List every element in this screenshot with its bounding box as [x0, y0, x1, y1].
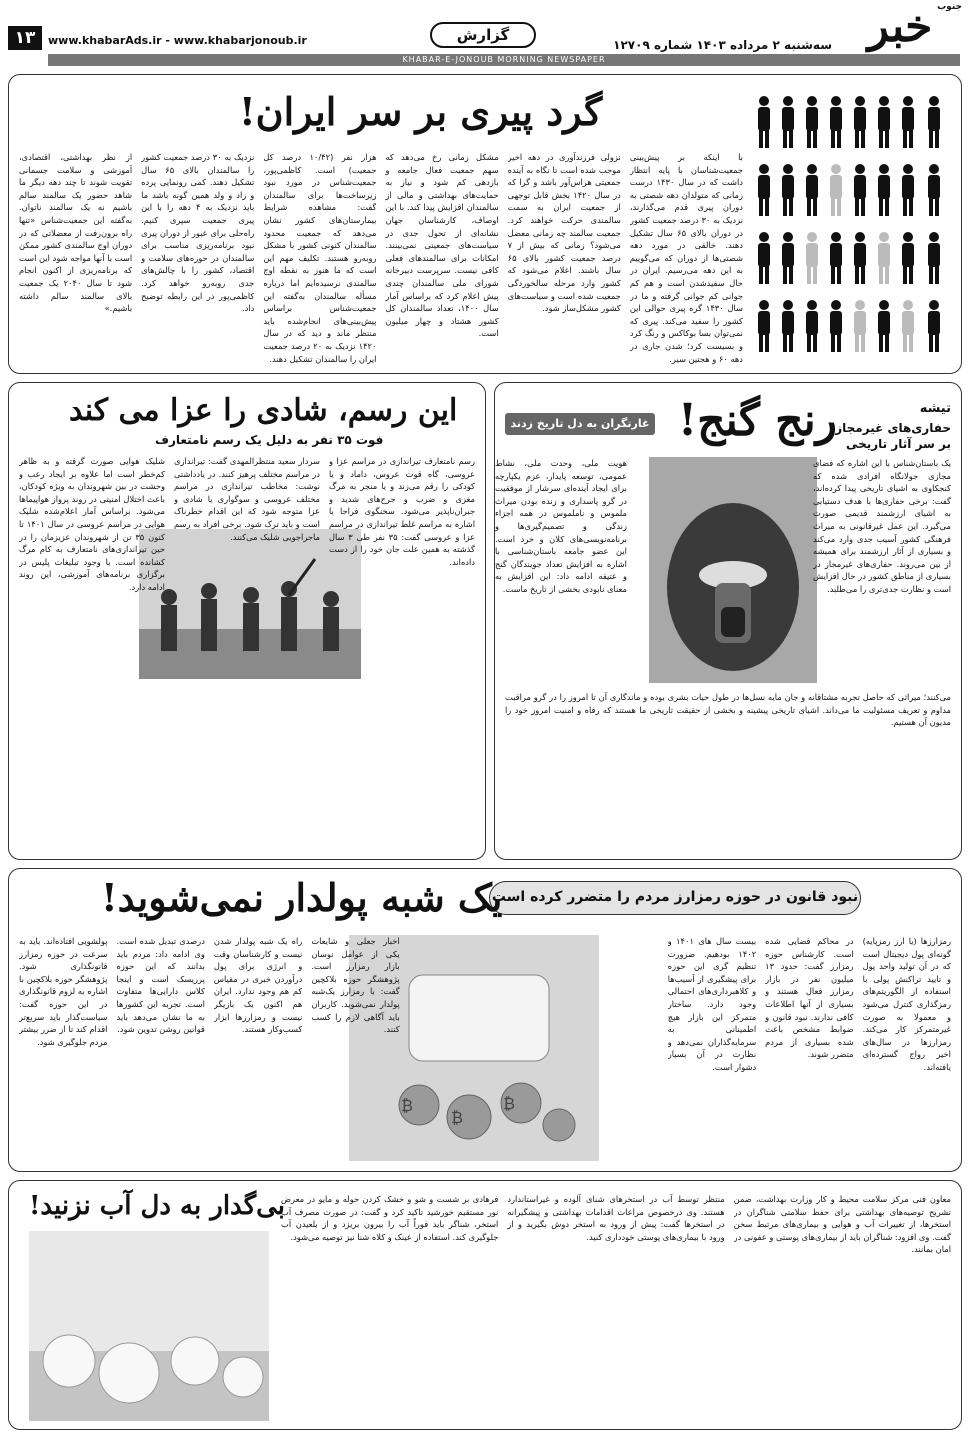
article-gunfire-box [8, 382, 486, 860]
article-treasure-kicker: تیشه [919, 401, 951, 416]
article-pool-col: فرهادی بر شست و شو و خشک کردن حوله و مایو در معرض نور مستقیم خورشید تاکید کرد و گفت: در صورت مصرف آب استخر، شناگر باید فوراً آب را بیرون بریزد و از بلعیدن آب جلوگیری کند. استفاده از عینک و کلاه شنا نیز توصیه می‌شود. [281, 1194, 499, 1242]
article-pool-title: بی‌گدار به دل آب نزنید! [29, 1191, 285, 1221]
article-crypto-col: درصدی تبدیل شده است. وی ادامه داد: مردم باید بدانند که این حوزه پرریسک است و اینجا کلاس دارایی‌ها متفاوت است. تجربه این کشورها به ما نشان می‌دهد باید قوانین روشن تدوین شود. [116, 936, 205, 1035]
article-treasure-box [494, 382, 962, 860]
article-aging-col: نزدیک به ۳۰ درصد جمعیت کشور را سالمندان بالای ۶۵ سال تشکیل دهند. کمی رونمایی پرده و زاد و ولد همین گونه باشد ما باید نزدیک به ۴ دهه را با این پیری جمعیت سپری کنیم. راه‌حلی برای عبور از دوران پیری نبود برنامه‌ریزی مناسب برای سالمندان در حوزه‌های سلامت و اقتصاد، کشور را با چالش‌های جدی روبه‌رو خواهد کرد. کاظمی‌پور در این رابطه توضیح داد. [141, 152, 255, 314]
article-gunfire-body [19, 455, 475, 851]
article-aging-body [19, 151, 743, 365]
article-treasure-col: هویت ملی، وحدت ملی، نشاط عمومی، توسعه پایدار، عزم یکپارچه برای ایجاد آینده‌ای سرشار از موفقیت در گرو پاسداری و زنده بودن میراث ملموس و ناملموس در همه اجزاء زندگی و تصمیم‌گیری‌ها و برنامه‌نویسی‌های کلان و خرد است. این عضو جامعه باستان‌شناسی با اشاره به افزایش تعداد جویندگان گنج و عتیقه ادامه داد: این افزایش به معنای نابودی بخشی از تاریخ ماست. [495, 458, 627, 594]
article-pool-body [281, 1193, 951, 1421]
article-aging-col: از نظر بهداشتی، اقتصادی، آموزشی و سلامت جسمانی تقویت شوند تا چند دهه دیگر ما شاهد حضور یک سالمند سالم باشیم نه یک سالمند ناتوان. به‌گفته این جمعیت‌شناس «تنها راه برون‌رفت از معضلاتی که در دوران اوج سالمندی کشور ممکن است با آنها مواجه شود این است که برنامه‌ریزی از اکنون انجام شود تا سال ۲۰۴۰ یک جمعیت بالای سالمند سالم داشته باشیم.» [18, 152, 133, 314]
article-treasure-col: یک باستان‌شناس با این اشاره که فضای مجازی جولانگاه افرادی شده که کنجکاوی به اشیای تاریخی پیدا کرده‌اند، گفت: برخی حفاری‌ها با هدف دستیابی به اشیای ارزشمند قدیمی صورت می‌گیرد. این عمل غیرقانونی به میراث فرهنگی کشور آسیب جدی وارد می‌کند و بسیاری از آثار ارزشمند برای همیشه از بین می‌روند. حفاری‌های غیرمجاز در بسیاری از مناطق کشور در حال افزایش است و نظارت جدی‌تری را می‌طلبد. [813, 458, 951, 594]
article-crypto-col: بیست سال های ۱۴۰۱ و ۱۴۰۲ بودهیم. ضرورت تنظیم گری این حوزه برای پیشگیری از آسیب‌ها و کلاهبرداری‌های احتمالی وجود دارد. ساختار متمرکز این بازار هیچ اطمینانی به سرمایه‌گذاران نمی‌دهد و نظارت در آن بسیار دشوار است. [667, 936, 757, 1072]
article-treasure-title: رنج گنج! [677, 395, 837, 446]
article-treasure-bottom [505, 691, 951, 851]
websites: www.khabarAds.ir - www.khabarjonoub.ir [48, 34, 307, 47]
article-aging-col: مشکل زمانی رخ می‌دهد که سهم جمعیت فعال جامعه و بازدهی کم شود و نیاز به حمایت‌های بهداشتی و مالی از سالمندان افزایش پیدا کند. با این اوصاف، کارشناسان جهان نشانه‌ای از تحول جدی در سیاست‌های جمعیتی نمی‌بینند. امکانات برای سالمندهای فعلی کافی نیست. سرپرست دبیرخانه شورای ملی سالمندان چندی پیش اعلام کرد که براساس آمار سال ۱۴۰۰، تعداد سالمندان کل کشور هشتاد و چهار میلیون است. [385, 152, 499, 339]
svg-text:₿: ₿ [401, 1096, 413, 1115]
article-crypto-col: در محاکم قضایی شده است. کارشناس حوزه رمزارز گفت: حدود ۱۳ میلیون نفر در بازار رمزارز فعال هستند و بسیاری از آنها اطلاعات کافی ندارند. نبود قانون و ضوابط مشخص باعث شده بسیاری از مردم متضرر شوند. [765, 936, 854, 1060]
article-gunfire-col: سردار سعید منتظرالمهدی گفت: تیراندازی در مراسم مختلف پرهیز کنند. در یادداشتی نوشت: مخاطب تیراندازی در مراسم مختلف عروسی و سوگواری یا شادی و عزا متوجه شود که این اقدام خطرناک است و باید ترک شود. برخی افراد به رسم ماجراجویی شلیک می‌کنند. [174, 456, 320, 542]
article-aging-col: نزولی فرزندآوری در دهه اخیر موجب شده است تا نگاه به آینده جمعیتی هراس‌آور باشد و گرا که در سال ۱۴۲۰ بخش قابل توجهی از جمعیت ایران به سمت سالمندی حرکت خواهند کرد. جمعیت سالمند چه زمانی معضل می‌شود؟ زمانی که بیش از ۷ درصد جمعیت کشور بالای ۶۵ سال باشند. اعلام می‌شود که کشور وارد مرحله سالخوردگی جمعیت شده است و سیاست‌های کشور مشکل‌ساز شود. [507, 152, 621, 314]
svg-text:₿: ₿ [503, 1094, 515, 1113]
silhouette-icon [753, 89, 953, 365]
article-pool-col: معاون فنی مرکز سلامت محیط و کار وزارت بهداشت، ضمن تشریح توصیه‌های بهداشتی برای حفظ سلامتی شناگران در استخرها، از تغییرات آب و هوایی و بیماری‌های مرتبط سخن گفت. وی افزود: شناگران باید از بیماری‌های پوستی و عفونی در امان بمانند. [733, 1194, 951, 1255]
article-aging-box [8, 74, 962, 374]
page-number: ۱۳ [8, 26, 42, 50]
article-treasure-tag: غارتگران به دل تاریخ زدند [505, 413, 655, 435]
pool-photo [29, 1231, 269, 1421]
article-pool-col: منتظر توسط آب در استخرهای شنای آلوده و غیراستاندارد هستند. وی درخصوص مراعات اقدامات بهداشتی و پیشگیرانه در استخرها گفت: پیش از ورود به استخر دوش بگیرید و از ورود با بیماری‌های پوستی خودداری کنید. [507, 1194, 725, 1242]
svg-text:₿: ₿ [451, 1108, 463, 1127]
article-pool-box [8, 1180, 962, 1430]
dateline: سه‌شنبه ۲ مرداده ۱۴۰۳ شماره ۱۲۷۰۹ [613, 38, 832, 52]
article-crypto-col: راه یک شبه پولدار شدن نیست و کارشناسان وقت و انرژی برای پول درآوردن خبری در مقیاس کم هم وجود ندارد. ایران هم اکنون یک بازیگر نیست و رمزارزها ابزار کسب‌وکار هستند. [213, 936, 303, 1035]
article-gunfire-title: این رسم، شادی را عزا می کند [69, 393, 458, 428]
article-aging-col: با اینکه بر پیش‌بینی جمعیت‌شناسان با پایه انتظار داشت که در سال ۱۴۳۰ درست زمانی که متولدان دهه شصتی به دوران پیری قدم می‌گذارند، نزدیک به ۳۰ درصد جمعیت کشور در دوران بالای ۶۵ سال تشکیل دهند. خالقی در مورد دهه شصتی‌ها از دوران که می‌گوییم به این دهه می‌رسیم. ایران در حال سفیدشدن است و هم کم جوانی کم جوانی گرفته و ما در سال ۱۴۳۰ گره پیری حوالی این کشور را سفید می‌کند. پیری که نمی‌توان بسا بوکاکس و رنگ کرد و بسیست کرد؛ شدن جاری در دهه ۶۰ و هجتین سیر. [629, 152, 743, 364]
logo-subtitle: جنوب [937, 2, 962, 12]
article-treasure-top [495, 457, 951, 683]
article-crypto-title: یک شبه پولدار نمی‌شوید! [101, 875, 503, 920]
article-crypto-col: اخبار جعلی و شایعات یکی از عوامل نوسان بازار رمزارز است. پژوهشگر حوزه بلاکچین گفت: با رمزارز یک‌شبه پولدار نمی‌شوید. کاربران باید آگاهی لازم را کسب کنند. [311, 936, 400, 1035]
article-aging-col: هزار نفر (۱۰/۴۲ درصد کل جمعیت) است. کاظمی‌پور، جمعیت‌شناس در مورد نبود زیرساخت‌ها برای سالمندان گفت: مشاهده شرایط بیمارستان‌های کشور نشان می‌دهد که جمعیت محدود سالمندان کنونی کشور با مشکل روبه‌رو هستند. تکلیف مهم این است که ما هنوز به نقطه اوج سالمندی نرسیده‌ایم اما درباره مسأله سالمندان به‌گفته این جمعیت‌شناس براساس پیش‌بینی‌های انجام‌شده باید منتظر ماند و دید که در سال ۱۴۲۰ نزدیک به ۲۰ درصد جمعیت ایران را سالمندان تشکیل دهند. [263, 152, 377, 364]
masthead [0, 0, 970, 74]
article-aging-title: گرد پیری بر سر ایران! [239, 89, 603, 134]
newspaper-logo: خبر [867, 1, 933, 52]
article-crypto-body [19, 935, 951, 1161]
water-balls-icon [29, 1231, 269, 1421]
masthead-strip: KHABAR-E-JONOUB MORNING NEWSPAPER [48, 54, 960, 66]
article-treasure-col: می‌کنند؛ میراثی که حاصل تجربه مشتاقانه و جان مایه نسل‌ها در طول حیات بشری بوده و ماندگاری آن تا امروز را در گرو مراقبت مداوم و تعریف مسئولیت ما می‌داند. اشیای تاریخی پیشینه و بخشی از حقیقت تاریخی ما هستند که رفاه و امنیت امروز خود را مدیون آن هستیم. [505, 692, 951, 728]
article-crypto-col: پولشویی افتاده‌اند. باید به سرعت در حوزه رمزارز قانونگذاری شود. پژوهشگر حوزه بلاکچین با اشاره به لزوم قانونگذاری در این حوزه گفت: سیاست‌گذار باید سریع‌تر اقدام کند تا از ضرر بیشتر مردم جلوگیری شود. [19, 936, 108, 1047]
article-treasure-subtitle-2: بر سر آثار تاریخی [845, 437, 951, 451]
article-crypto-col: رمزارزها (یا ارز رمزپایه) گونه‌ای پول دیجیتال است که در آن تولید واحد پول و تایید تراکنش پولی با استفاده از الگوریتم‌های رمزگذاری کنترل می‌شود و معمولا به صورت غیرمتمرکز کار می‌کند. رمزارزها در سال‌های اخیر رواج گسترده‌ای یافته‌اند. [862, 936, 951, 1072]
article-crypto-box [8, 868, 962, 1172]
article-gunfire-col: شلیک هوایی صورت گرفته و به ظاهر کم‌خطر است اما علاوه بر ایجاد رعب و وحشت در بین شهروندان به ویژه کودکان، باعث اختلال امنیتی در روند پرواز هواپیماها می‌شود. براساس آمار اعلام‌شده شلیک هوایی در مراسم عروسی در سال ۱۴۰۱ تا کنون ۳۵ تن از شهروندان عزیزمان را در حین تیراندازی‌های نامتعارف به کام مرگ کشانده است. با وجود تبلیغات پلیس در برگزاری برنامه‌های آموزشی، این روند ادامه دارد. [19, 456, 165, 592]
section-label: گزارش [430, 22, 536, 48]
article-treasure-subtitle-1: حفاری‌های غیرمجاز [835, 421, 951, 435]
article-gunfire-subtitle: فوت ۳۵ نفر به دلیل یک رسم نامتعارف [155, 433, 384, 447]
article-gunfire-col: رسم نامتعارف تیراندازی در مراسم عزا و عروسی، گاه قوت عروس، داماد و یا کودکی را رقم می‌زند و یا منجر به مرگ مغزی و ضرب و جرح‌های شدید و جبران‌ناپذیر می‌شود. سخنگوی فراجا با اشاره به مراسم غلط تیراندازی در مراسم عزا و عروسی گفت: ۳۵ نفر طی ۳ سال گذشته به همین علت جان خود را از دست داده‌اند. [329, 456, 475, 567]
article-crypto-subtitle: نبود قانون در حوزه رمزارز مردم را متضرر کرده است [489, 881, 861, 915]
aging-silhouettes-image [753, 89, 953, 365]
